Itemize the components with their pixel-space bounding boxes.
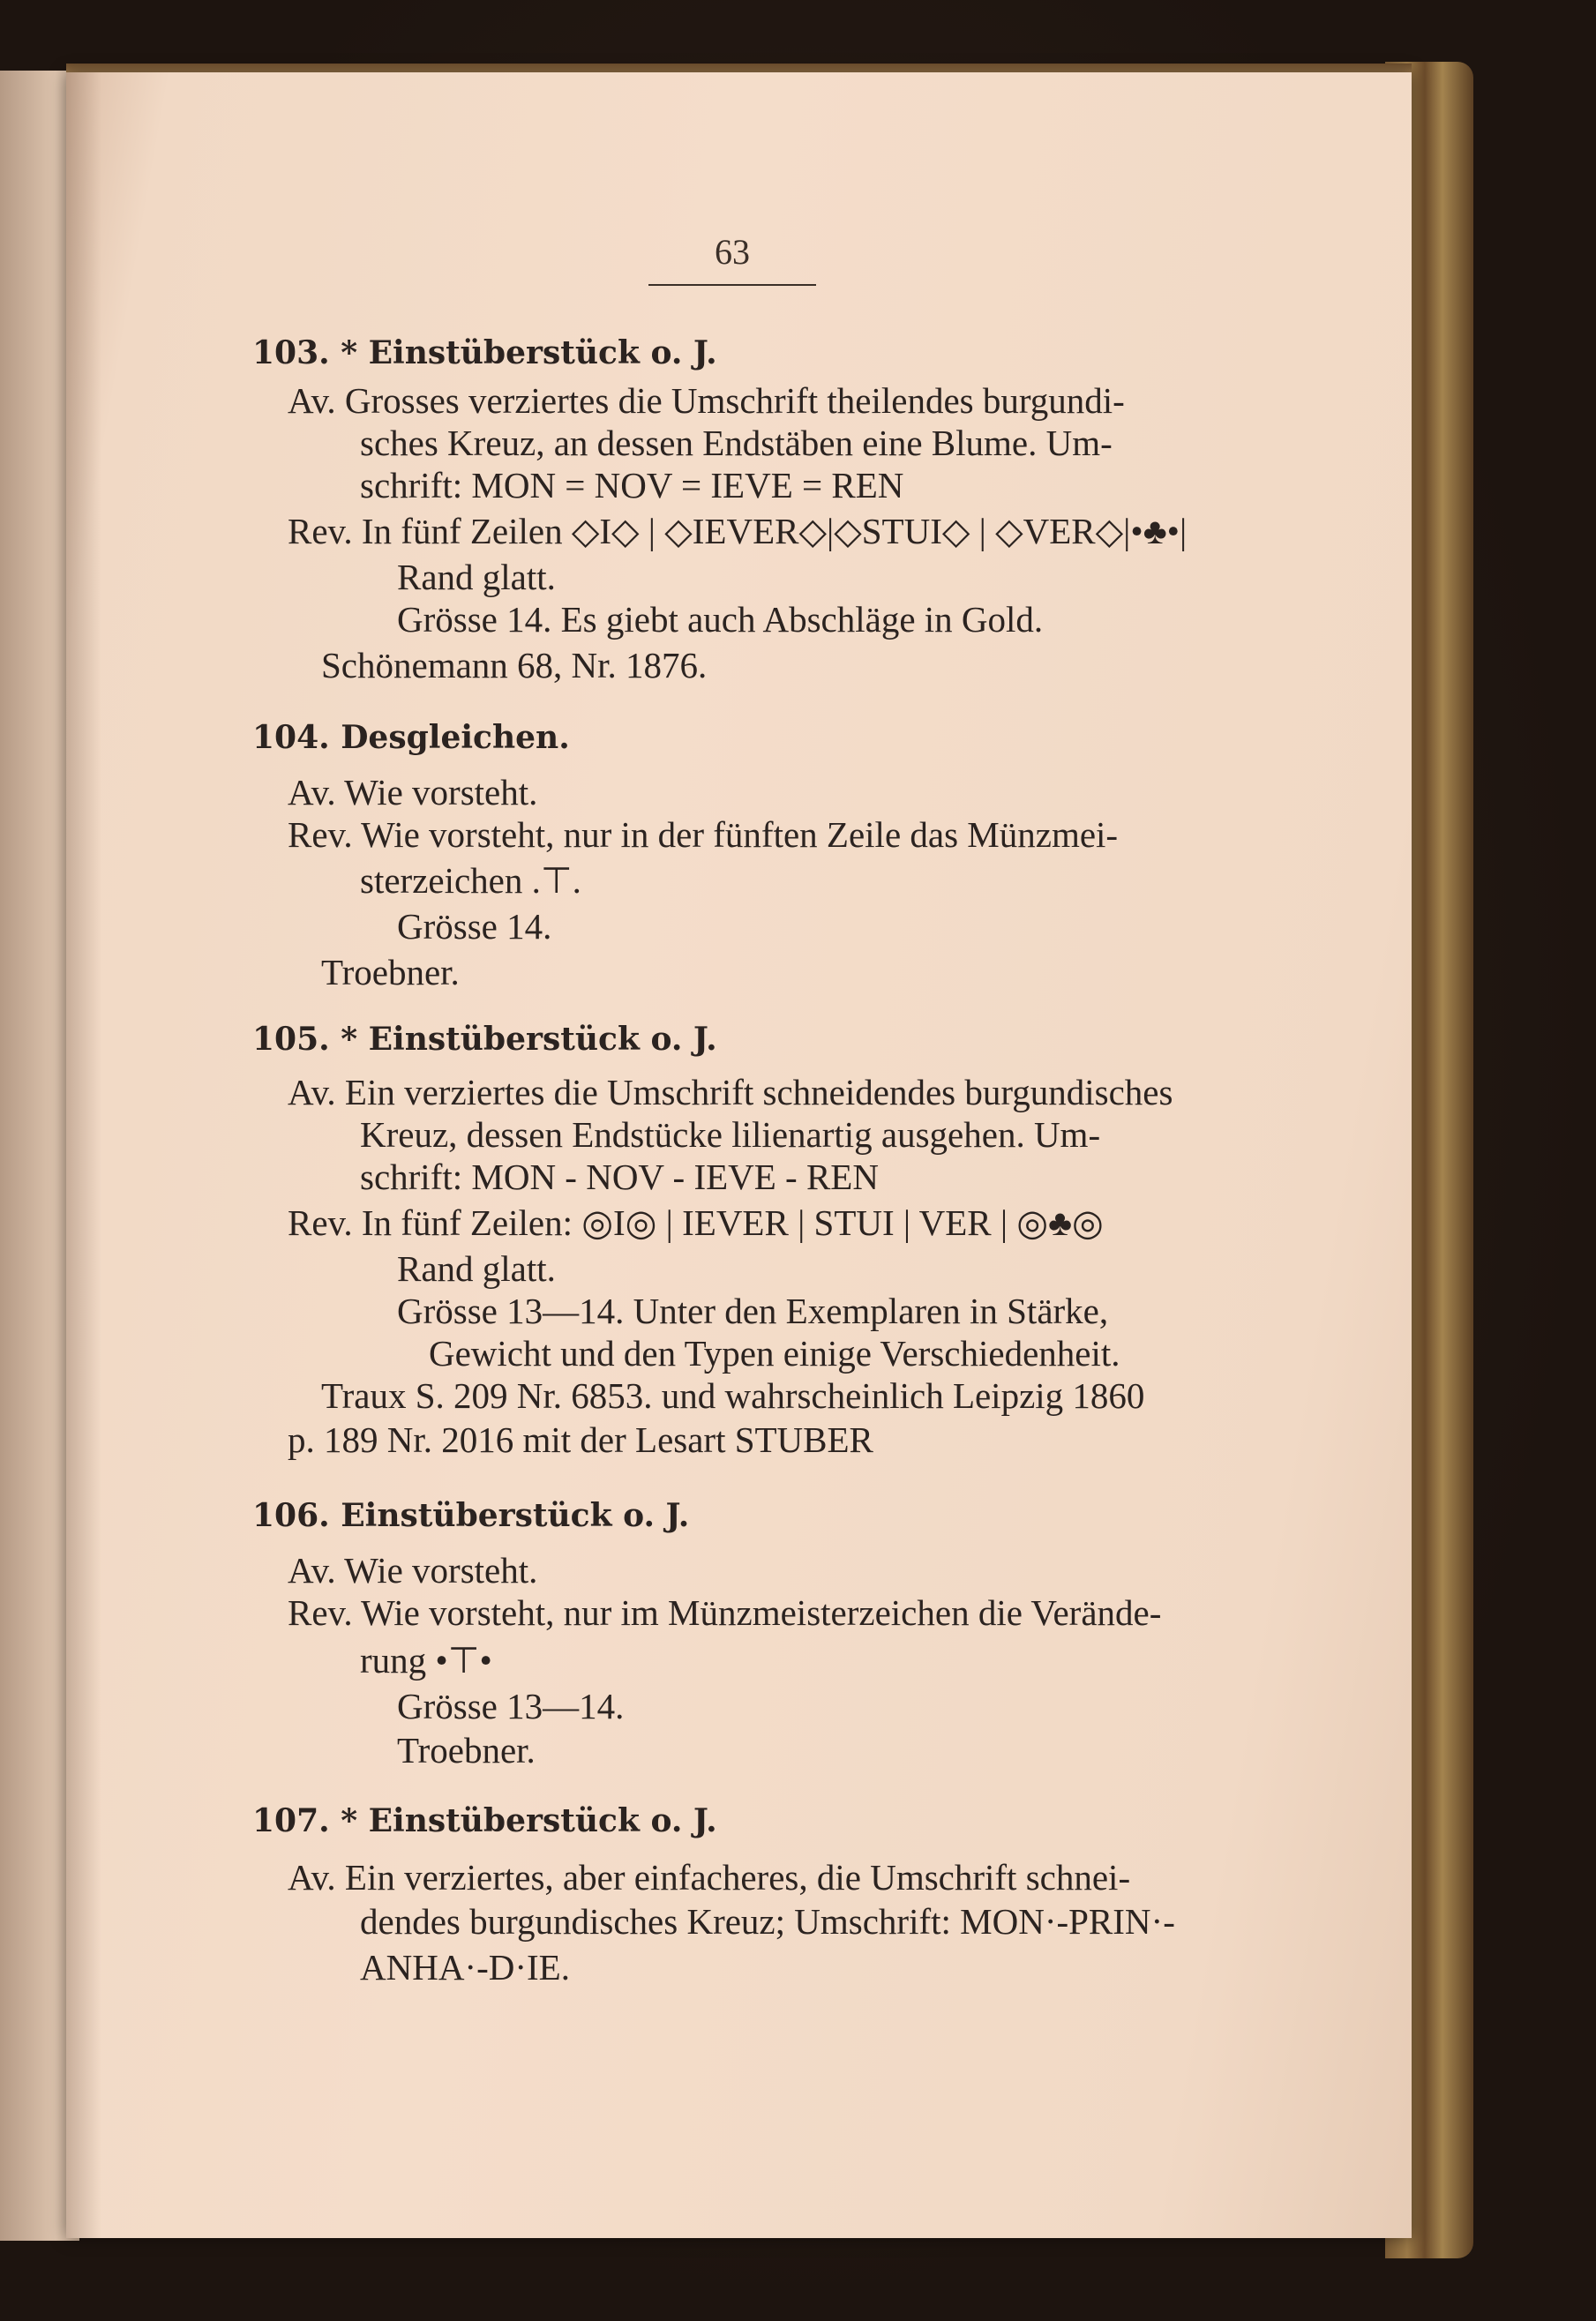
entry-106-av-line: Av. Wie vorsteht. — [288, 1550, 538, 1591]
page-number: 63 — [715, 232, 750, 272]
entry-107-av-line: ANHA·-D·IE. — [360, 1947, 570, 1988]
entry-107-av-line: dendes burgundisches Kreuz; Umschrift: MON·-PRIN·- — [360, 1901, 1175, 1942]
entry-105-groesse: Grösse 13—14. Unter den Exemplaren in Stärke, — [397, 1291, 1109, 1331]
entry-107-heading: 107. * Einstüberstück o. J. — [252, 1802, 717, 1839]
entry-103-av-line: sches Kreuz, an dessen Endstäben eine Blume. Um- — [360, 423, 1113, 463]
entry-103-heading: 103. * Einstüberstück o. J. — [252, 334, 717, 371]
entry-105-rev-line: Rev. In fünf Zeilen: ◎I◎ | IEVER | STUI | VER | ◎♣◎ — [288, 1202, 1104, 1243]
entry-103-groesse: Grösse 14. Es giebt auch Abschläge in Gold. — [397, 599, 1044, 640]
entry-104-heading: 104. Desgleichen. — [252, 719, 570, 756]
entry-104-reference: Troebner. — [321, 952, 460, 992]
page-number-rule — [648, 284, 816, 286]
entry-105-heading: 105. * Einstüberstück o. J. — [252, 1021, 717, 1058]
entry-106-heading: 106. Einstüberstück o. J. — [252, 1497, 690, 1534]
entry-103-av-line: schrift: MON = NOV = IEVE = REN — [360, 465, 904, 505]
entry-104-groesse: Grösse 14. — [397, 906, 552, 947]
entry-103-rand: Rand glatt. — [397, 557, 556, 597]
entry-103-rev-line: Rev. In fünf Zeilen ◇I◇ | ◇IEVER◇|◇STUI◇ | ◇VER◇|•♣•| — [288, 511, 1188, 551]
page-gutter-shadow — [66, 72, 101, 2238]
entry-104-av-line: Av. Wie vorsteht. — [288, 772, 538, 812]
entry-104-rev-line: sterzeichen .⊤. — [360, 860, 581, 901]
entry-105-av-line: Kreuz, dessen Endstücke lilienartig ausgehen. Um- — [360, 1114, 1101, 1155]
entry-105-reference: Traux S. 209 Nr. 6853. und wahrscheinlich Leipzig 1860 — [321, 1375, 1145, 1416]
entry-105-rand: Rand glatt. — [397, 1248, 556, 1289]
entry-105-av-line: Av. Ein verziertes die Umschrift schneidendes burgundisches — [288, 1072, 1173, 1112]
entry-106-reference: Troebner. — [397, 1730, 536, 1771]
entry-105-groesse-cont: Gewicht und den Typen einige Verschiedenheit. — [429, 1333, 1120, 1374]
entry-103-reference: Schönemann 68, Nr. 1876. — [321, 645, 708, 685]
entry-107-av-line: Av. Ein verziertes, aber einfacheres, die Umschrift schnei- — [288, 1857, 1131, 1898]
entry-106-rev-line: Rev. Wie vorsteht, nur im Münzmeisterzeichen die Verände- — [288, 1592, 1162, 1633]
entry-106-rev-line: rung •⊤• — [360, 1640, 492, 1681]
entry-103-av-line: Av. Grosses verziertes die Umschrift theilendes burgundi- — [288, 380, 1125, 421]
entry-106-groesse: Grösse 13—14. — [397, 1686, 625, 1726]
entry-104-rev-line: Rev. Wie vorsteht, nur in der fünften Zeile das Münzmei- — [288, 814, 1119, 855]
entry-105-reference-cont: p. 189 Nr. 2016 mit der Lesart STUBER — [288, 1419, 873, 1460]
entry-105-av-line: schrift: MON - NOV - IEVE - REN — [360, 1157, 879, 1197]
